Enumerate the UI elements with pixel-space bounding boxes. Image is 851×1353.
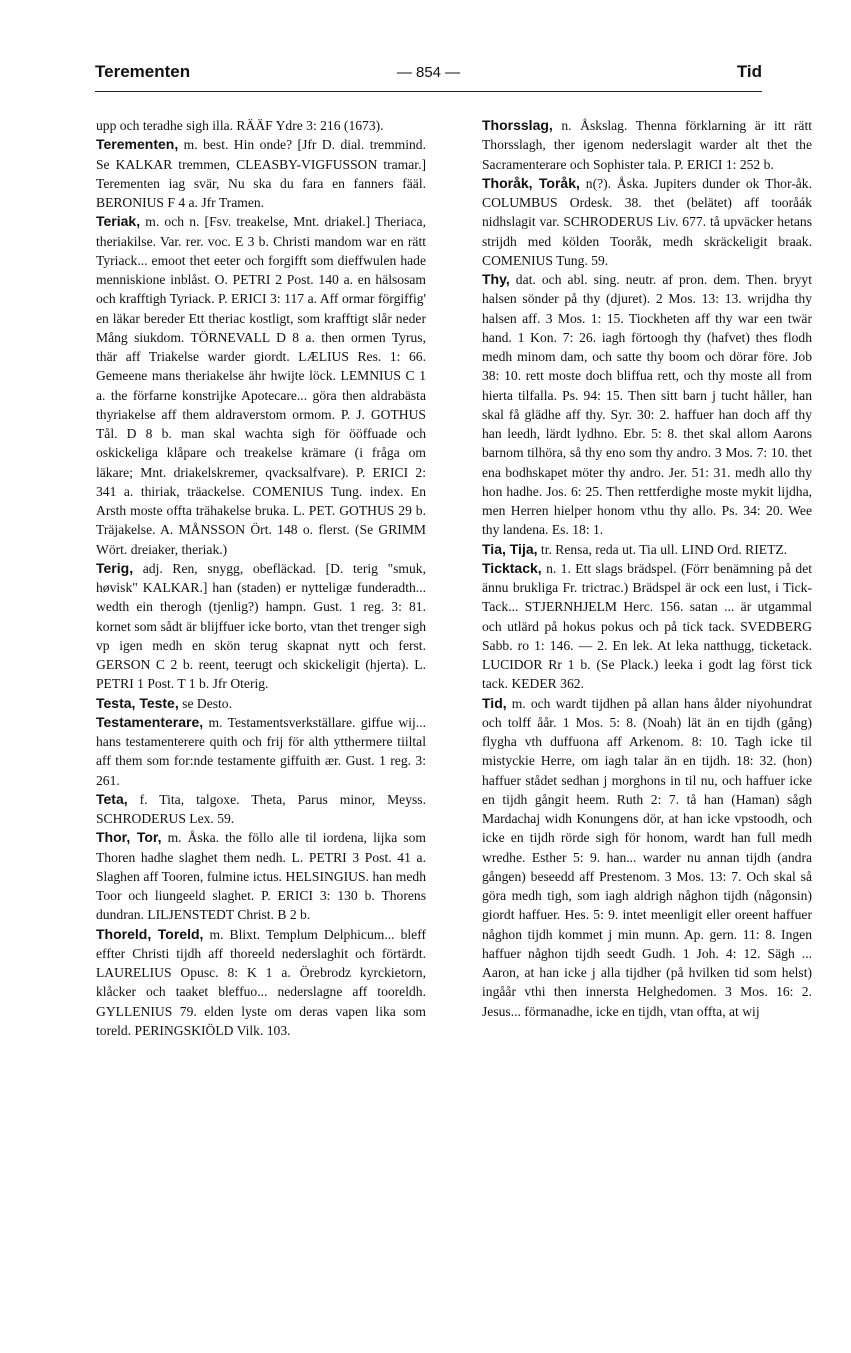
- entry-tia: [482, 540, 812, 559]
- entry-testamenterare: [96, 713, 426, 790]
- entry-terementen: [96, 135, 426, 212]
- entry-teta: [96, 790, 426, 829]
- entry-text-fragment: upp och teradhe sigh illa. RÄÄF Ydre 3: 216 (1673).: [96, 118, 384, 133]
- headword: Thy,: [482, 271, 510, 287]
- entry-thorsslag: [482, 116, 812, 174]
- entry-body: m. och wardt tijdhen på allan hans ålder niyohundrat och tolff åår. 1 Mos. 5: 8. (Noah) lät än en tijdh (gång) flygha vth duffuona aff Arkenom. 8: 10. Tagh icke til mistyckie Herre, om iagh talar än en tijdh. 18: 32. (hon) haffuer stådet sedhan j morghons in til nu, och haffuer icke en tijdh gångit heem. Ruth 2: 7. tå han (Haman) sågh Mardachaj widh Konungens dör, at han icke vpstoodh, och icke en tijdh rörde sigh för honom, wardt han full medh wredhe. Esther 5: 9. han... warder nu annan tijdh (andra gången) beseedd aff Prestenom. 3 Mos. 13: 7. Och skal så göra medh tigh, som iagh aldrigh någhon tijdh (någonsin) giordt haffuer. Hes. 5: 9. intet meenligit eller oreent haffuer någhon tijdh kommet j min munn. Ap. gern. 11: 8. Ingen haffuer någhon tijdh seedt Gudh. 1 Joh. 4: 12. Sägh ... Aaron, at han icke j alla tijdher (på hvilken tid som helst) ingåår vthi then innersta Helghedomen. 3 Mos. 16: 2. Jesus... förmanadhe, icke en tijdh, vtan offta, at wij: [482, 695, 812, 1019]
- headword: Terig,: [96, 559, 134, 576]
- headword: Teta,: [96, 790, 128, 807]
- headword: Teriak,: [96, 213, 141, 230]
- entry-thoreld: [96, 925, 426, 1041]
- left-column: [96, 116, 426, 1040]
- entry-teriak: [96, 212, 426, 559]
- headword: Tid,: [482, 694, 507, 711]
- entry-tid: [482, 694, 812, 1021]
- headword: Tia, Tija,: [482, 540, 538, 557]
- page-header: [95, 62, 762, 88]
- header-rule: [95, 91, 762, 92]
- headword: Thorsslag,: [482, 117, 553, 133]
- entry-body: m. Blixt. Templum Delphicum... bleff effter Christi tijdh aff thoreeld nederslaghit och förtärdt. LAURELIUS Opusc. 8: K 1 a. Örebrodz kyrckietorn, klåcker och taaket bleffuo... nederslagne aff tooreldh. GYLLENIUS 79. elden lyste om deras vapen lika som toreld. PERINGSKIÖLD Vilk. 103.: [96, 926, 426, 1038]
- entry-testa: [96, 694, 426, 713]
- headword: Testamenterare,: [96, 713, 204, 730]
- entry-body: m. best. Hin onde? [Jfr D. dial. tremmind. Se KALKAR tremmen, CLEASBY-VIGFUSSON tramar.] Terementen iag svär, Nu ska du fara en fanners fääl. BERONIUS F 4 a. Jfr Tramen.: [96, 137, 426, 210]
- entry-thy: [482, 270, 812, 540]
- entry-body: dat. och abl. sing. neutr. af pron. dem. Then. bryyt halsen sönder på thy (djuret). 2 Mos. 13: 13. wrijdha thy halsen aff. 3 Mos. 1: 15. Tiockheten aff thy war een twär hand. 1 Kon. 7: 26. iagh förtoogh thy (hafvet) thes flodh medh minom dam, och satte thy boom och dörar före. Job 38: 10. rett moste doch bliffua rett, och thy moste all from hierta tilfalla. Ps. 94: 15. Then sitt barn j tucht håller, han skal få glädhe aff thy. Syr. 30: 2. haffuer han doch aff thy han leedh, lärdt lydhno. Ebr. 5: 8. thet skal allom Aarons barnom tilhöra, så thy eno som thy andro. 3 Mos. 7: 10. thet ena bodhskapet möter thy andro. Jer. 51: 31. medh allo thy hon hadhe. Jos. 6: 25. Then rettferdighe moste mykit lijdha, men Herren hielper honom vthu thy allo. Ps. 34: 20. Wee thy landena. Es. 18: 1.: [482, 272, 812, 538]
- headword: Thor, Tor,: [96, 829, 162, 846]
- entry-terig: [96, 559, 426, 694]
- entry-body: n(?). Åska. Jupiters dunder ok Thor-åk. COLUMBUS Ordesk. 38. thet (belätet) aff tooråák nidhslagit var. SCHRODERUS Liv. 677. tå upväcker hetans strijdh med kölden Tooråk, medh skräckeligit braak. COMENIUS Tung. 59.: [482, 175, 812, 268]
- headword: Thoreld, Toreld,: [96, 925, 204, 942]
- headword: Terementen,: [96, 136, 179, 153]
- headword: Thoråk, Toråk,: [482, 174, 580, 191]
- entry-thorak: [482, 174, 812, 270]
- running-head-left: Terementen: [95, 62, 191, 81]
- entry-thor: [96, 828, 426, 924]
- entry-body: m. Testamentsverkställare. giffue wij... hans testamenterere quith och frij för alth ytthermere tiiltal aff them som for:nde testamente giffuith ær. Gust. 1 reg. 3: 261.: [96, 714, 426, 788]
- entry-body: m. Åska. the föllo alle til iordena, lijka som Thoren hadhe slaghet them nedh. L. PETRI 3 Post. 41 a. Slaghen aff Tooren, fulmine ictus. HELSINGIUS. han medh Toor och liungeeld slaghet. P. ERICI 3: 130 b. Thorens dundran. LILJENSTEDT Christ. B 2 b.: [96, 830, 427, 923]
- entry-body: f. Tita, talgoxe. Theta, Parus minor, Meyss. SCHRODERUS Lex. 59.: [96, 791, 426, 826]
- right-column: [482, 116, 812, 1021]
- entry-body: adj. Ren, snygg, obefläckad. [D. terig "smuk, høvisk" KALKAR.] han (staden) er nytteligæ funderadth... wedth ein therogh (tjenlig?) hampn. Gust. 1 reg. 3: 81. kornet som sådt är blijffuer icke borto, vtan thet trenger sigh vp igen medh en skön terug skapnat nytt och ferst. GERSON C 2 b. reent, teerugt och skickeligit (hjerta). L. PETRI 1 Post. T 1 b. Jfr Oterig.: [96, 560, 426, 692]
- entry-body: n. Åskslag. Thenna förklarning är itt rätt Thorsslagh, ther igenom nederslagit warder alt thet the Sacramenterare och Sophister tala. P. ERICI 1: 252 b.: [482, 118, 812, 172]
- entry-body: m. och n. [Fsv. treakelse, Mnt. driakel.] Theriaca, theriakilse. Var. rer. voc. E 3 b. Christi mandom war en rätt Tyriack... emoot thet eeter och forgifft som dieffwulen hade menniskione inblåst. O. PETRI 2 Post. 140 a. en hälsosam och krafftigh Tyriack. P. ERICI 3: 117 a. Aff ormar förgiffig' en läkar bereder Ett theriac kostligt, som krafftigt slår neder Mång siukdom. TÖRNEVALL D 8 a. then ormen Tyrus, thär aff Triakelse warder giordt. LÆLIUS Res. 1: 66. Gemeene mans theriakelse ähr hwijte löck. LEMNIUS C 1 a. the förfarne konstrijke Apotecare... göra then aldrabästa thyriakelse aff them aldraverstom ormom. P. J. GOTHUS Tål. D 8 b. man skal wachta sigh för ööffuade och oskickeliga klåpare och treakelse krämare (i fråga om läkare; Mnt. driakelskremer, qvacksalfvare). P. ERICI 2: 341 a. thiriak, träackelse. COMENIUS Tung. index. En Arsth moste offta trähakelse bruka. L. PET. GOTHUS 29 b. Träjakelse. A. MÅNSSON Ört. 148 o. flerst. (Se GRIMM Wört. dreiaker, theriak.): [96, 214, 426, 557]
- headword: Testa, Teste,: [96, 694, 179, 711]
- entry-body: se Desto.: [178, 695, 232, 711]
- entry-body: n. 1. Ett slags brädspel. (Förr benämning på det ännu brukliga Fr. trictrac.) Brädspel är ock een lust, i Tick-Tack... STJERNHJELM Herc. 156. satan ... är utgammal och utlärd på hokus pokus och på tick tack. SVEDBERG Sabb. ro 1: 146. — 2. En lek. At leka natthugg, ticketack. LUCIDOR Rr 1 b. (Se Plack.) leeka i godt lag först tick tack. KEDER 362.: [482, 560, 812, 692]
- running-head-right: Tid: [736, 62, 762, 81]
- headword: Ticktack,: [482, 559, 542, 576]
- entry-body: tr. Rensa, reda ut. Tia ull. LIND Ord. RIETZ.: [537, 541, 788, 557]
- entry-ticktack: [482, 559, 812, 694]
- page-number: — 854 —: [396, 64, 461, 81]
